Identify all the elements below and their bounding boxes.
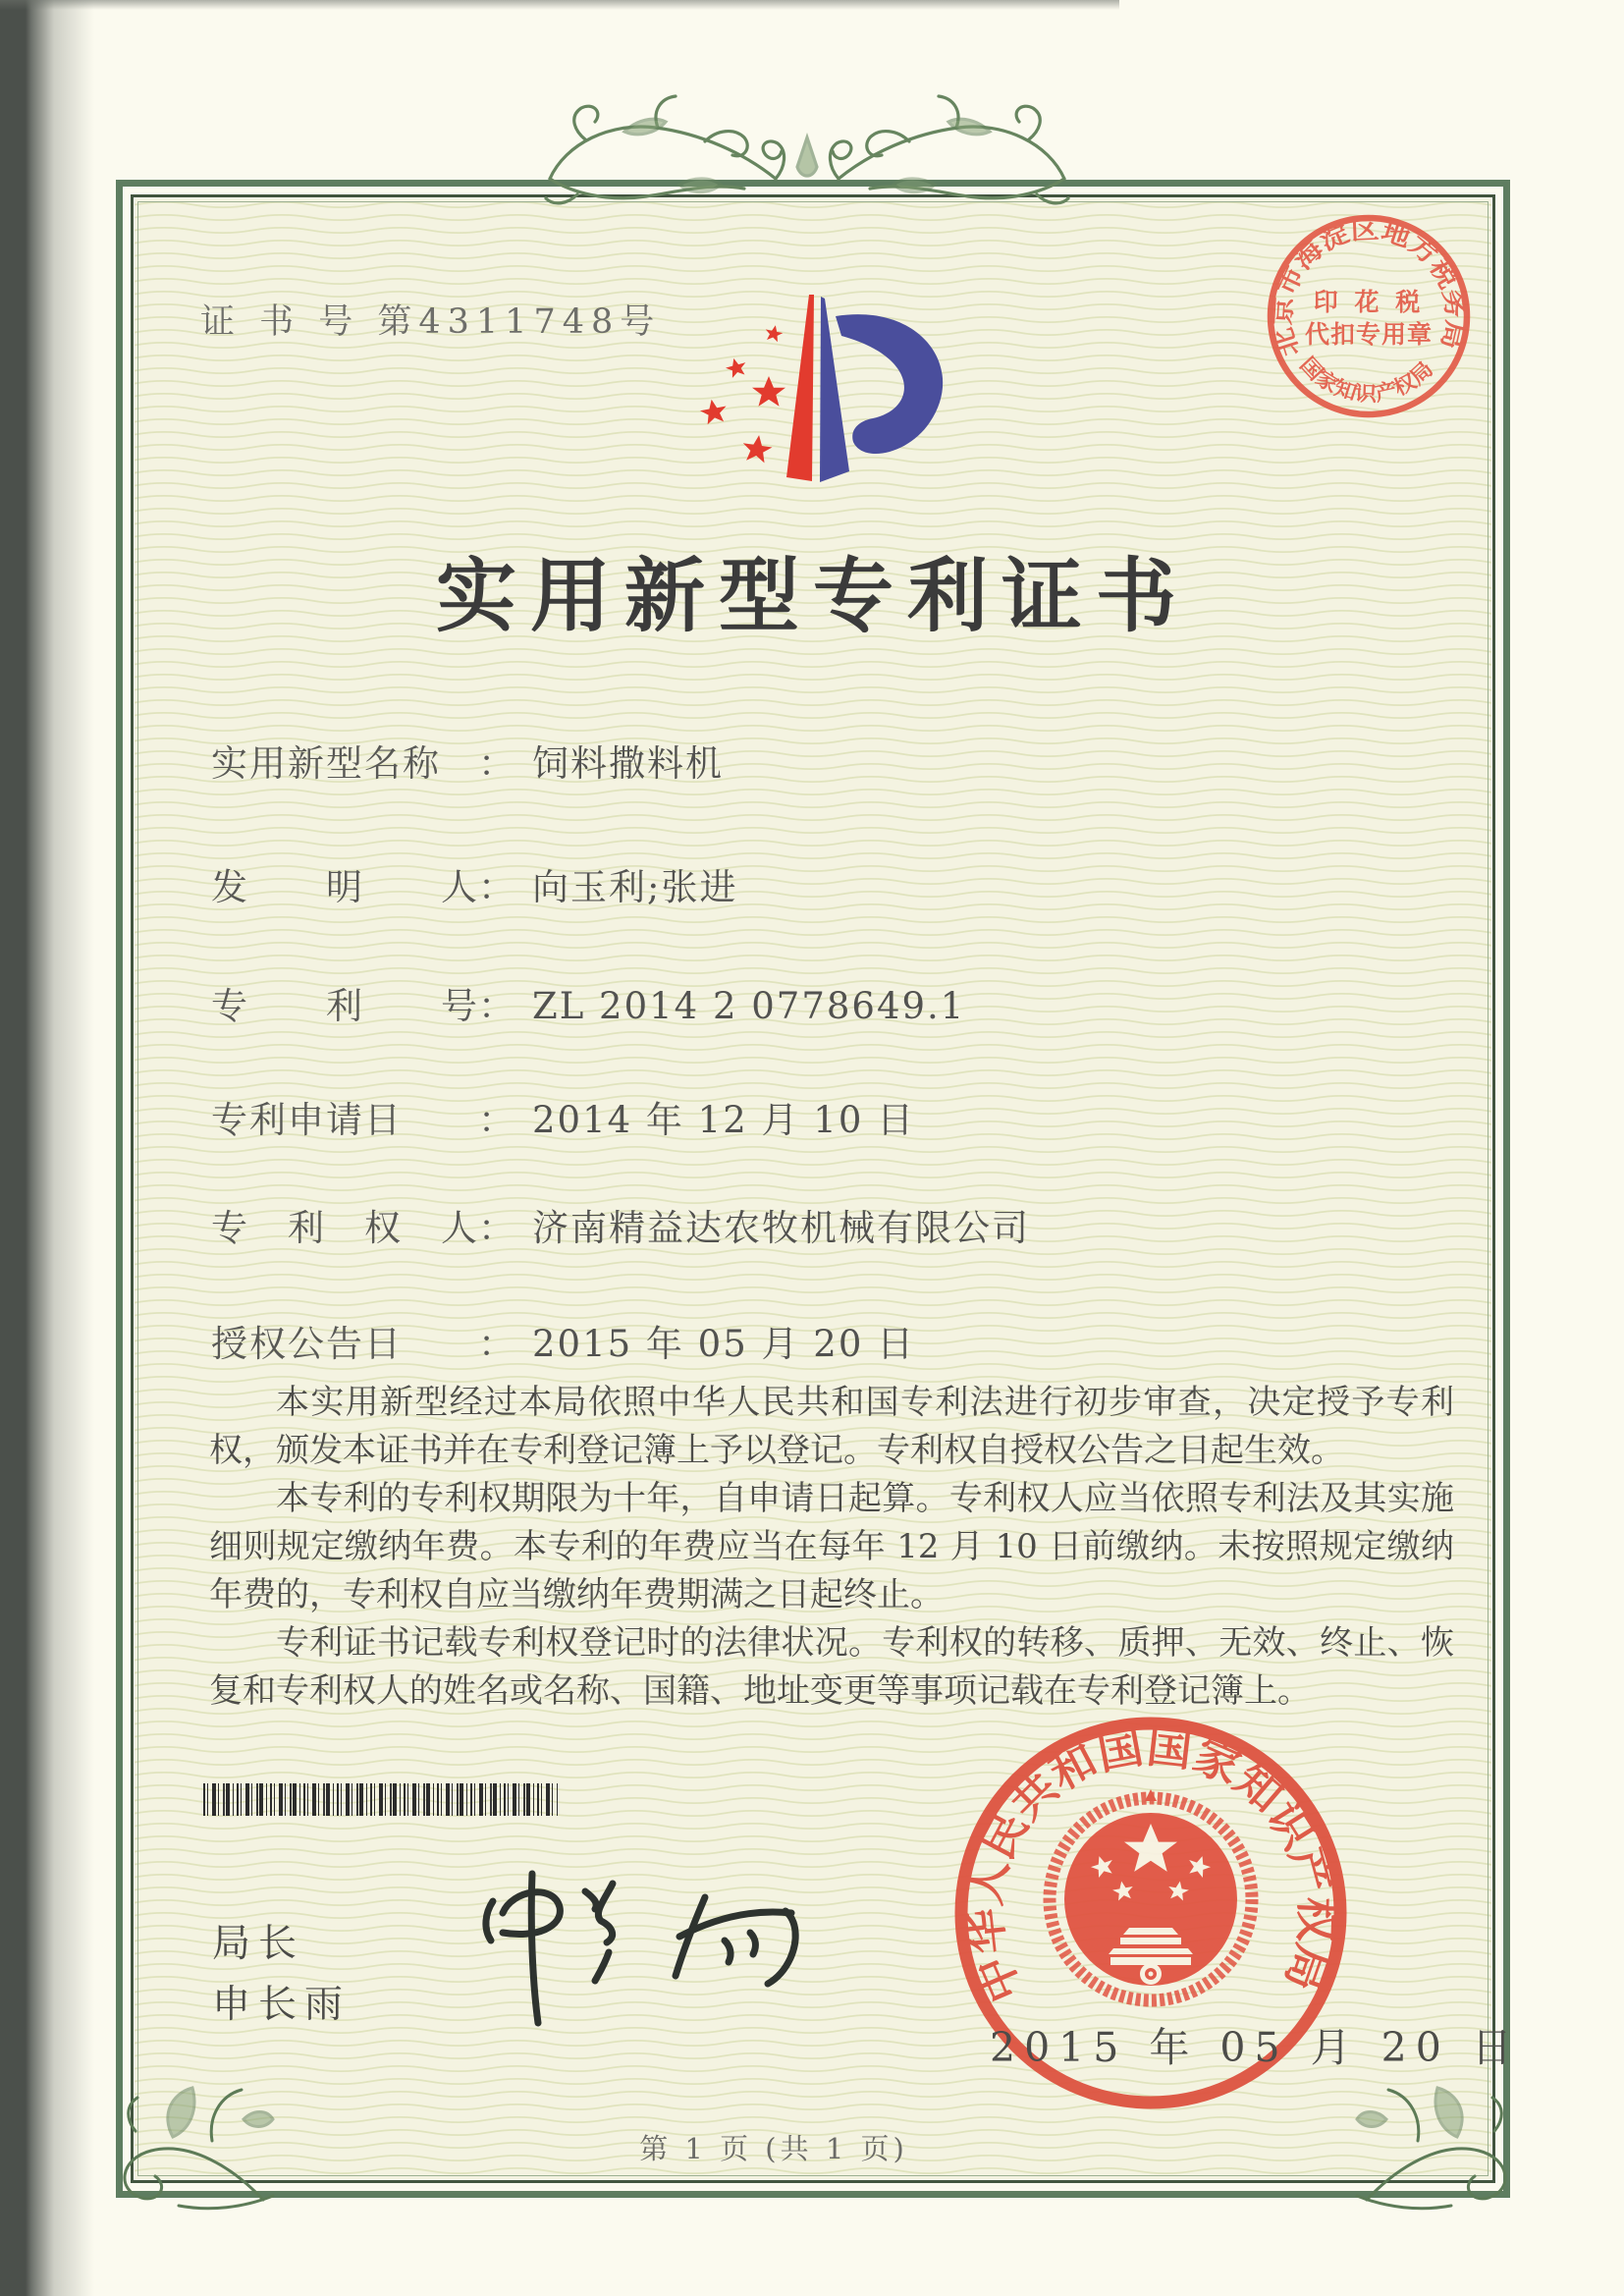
legal-paragraph-3: 专利证书记载专利权登记时的法律状况。专利权的转移、质押、无效、终止、恢复和专利权人的姓名或名称、国籍、地址变更等事项记载在专利登记簿上。 xyxy=(209,1623,1454,1711)
field-colon: ： xyxy=(478,866,514,908)
field-colon: ： xyxy=(478,985,514,1027)
field-label: 专 利 号 xyxy=(211,985,479,1027)
tax-stamp-seal xyxy=(1261,208,1477,424)
field-value: ZL 2014 2 0778649.1 xyxy=(532,985,966,1027)
field-colon: ： xyxy=(478,742,514,785)
field-value: 2014 年 12 月 10 日 xyxy=(532,1099,916,1141)
tax-stamp-center-line1: 印 花 税 xyxy=(1313,288,1425,316)
field-colon: ： xyxy=(478,1099,514,1141)
field-value: 饲料撒料机 xyxy=(532,742,724,785)
top-flourish-ornament xyxy=(542,88,1072,231)
legal-paragraph-1: 本实用新型经过本局依照中华人民共和国专利法进行初步审查，决定授予专利权，颁发本证书并在专利登记簿上予以登记。专利权自授权公告之日起生效。 xyxy=(209,1383,1454,1470)
tax-stamp-bottom-text: 国家知识产权局 xyxy=(1295,352,1437,407)
field-utility-model-name xyxy=(211,734,724,787)
field-filing-date xyxy=(211,1090,915,1143)
scan-edge-shadow-left xyxy=(0,0,94,2296)
field-colon: ： xyxy=(478,1207,514,1249)
field-grant-date xyxy=(211,1314,915,1367)
tax-stamp-center-line2: 代扣专用章 xyxy=(1304,320,1434,349)
seal-org-text: 中华人民共和国国家知识产权局 xyxy=(957,1720,1343,2010)
director-signature xyxy=(393,1842,864,2068)
scan-edge-shadow-top xyxy=(0,0,1119,10)
legal-paragraph-2: 本专利的专利权期限为十年，自申请日起算。专利权人应当依照专利法及其实施细则规定缴纳年费。本专利的年费应当在每年 12 月 10 日前缴纳。未按照规定缴纳年费的，专利权自应当缴纳年费期满之日起终止。 xyxy=(209,1479,1454,1614)
field-label: 发 明 人 xyxy=(211,866,479,908)
director-name: 申长雨 xyxy=(212,1983,352,2027)
field-value: 济南精益达农牧机械有限公司 xyxy=(532,1207,1030,1249)
certificate-title: 实用新型专利证书 xyxy=(435,549,1190,643)
field-label: 授权公告日 xyxy=(211,1323,403,1365)
director-title: 局长 xyxy=(212,1922,305,1966)
field-value: 向玉利;张进 xyxy=(532,866,738,908)
barcode xyxy=(203,1783,558,1816)
bottom-left-flourish-ornament xyxy=(96,2080,283,2222)
field-label: 实用新型名称 xyxy=(211,742,441,785)
field-label: 专利申请日 xyxy=(211,1099,403,1141)
seal-issue-date: 2015 年 05 月 20 日 xyxy=(990,2024,1521,2071)
field-patentee xyxy=(211,1198,1030,1251)
sipo-logo xyxy=(643,273,987,501)
legal-text-block xyxy=(209,1379,1454,1716)
field-colon: ： xyxy=(478,1323,514,1365)
tax-stamp-top-text: 北京市海淀区地方税务局 xyxy=(1268,215,1470,360)
bottom-right-flourish-ornament xyxy=(1347,2080,1534,2222)
field-label: 专 利 权 人 xyxy=(211,1207,479,1249)
field-inventors xyxy=(211,857,737,910)
certificate-number: 证 书 号 第4311748号 xyxy=(200,302,662,342)
field-patent-number xyxy=(211,976,965,1029)
field-value: 2015 年 05 月 20 日 xyxy=(532,1323,916,1365)
page-number-footer: 第 1 页 (共 1 页) xyxy=(639,2132,908,2165)
national-emblem xyxy=(1050,1789,1252,2000)
